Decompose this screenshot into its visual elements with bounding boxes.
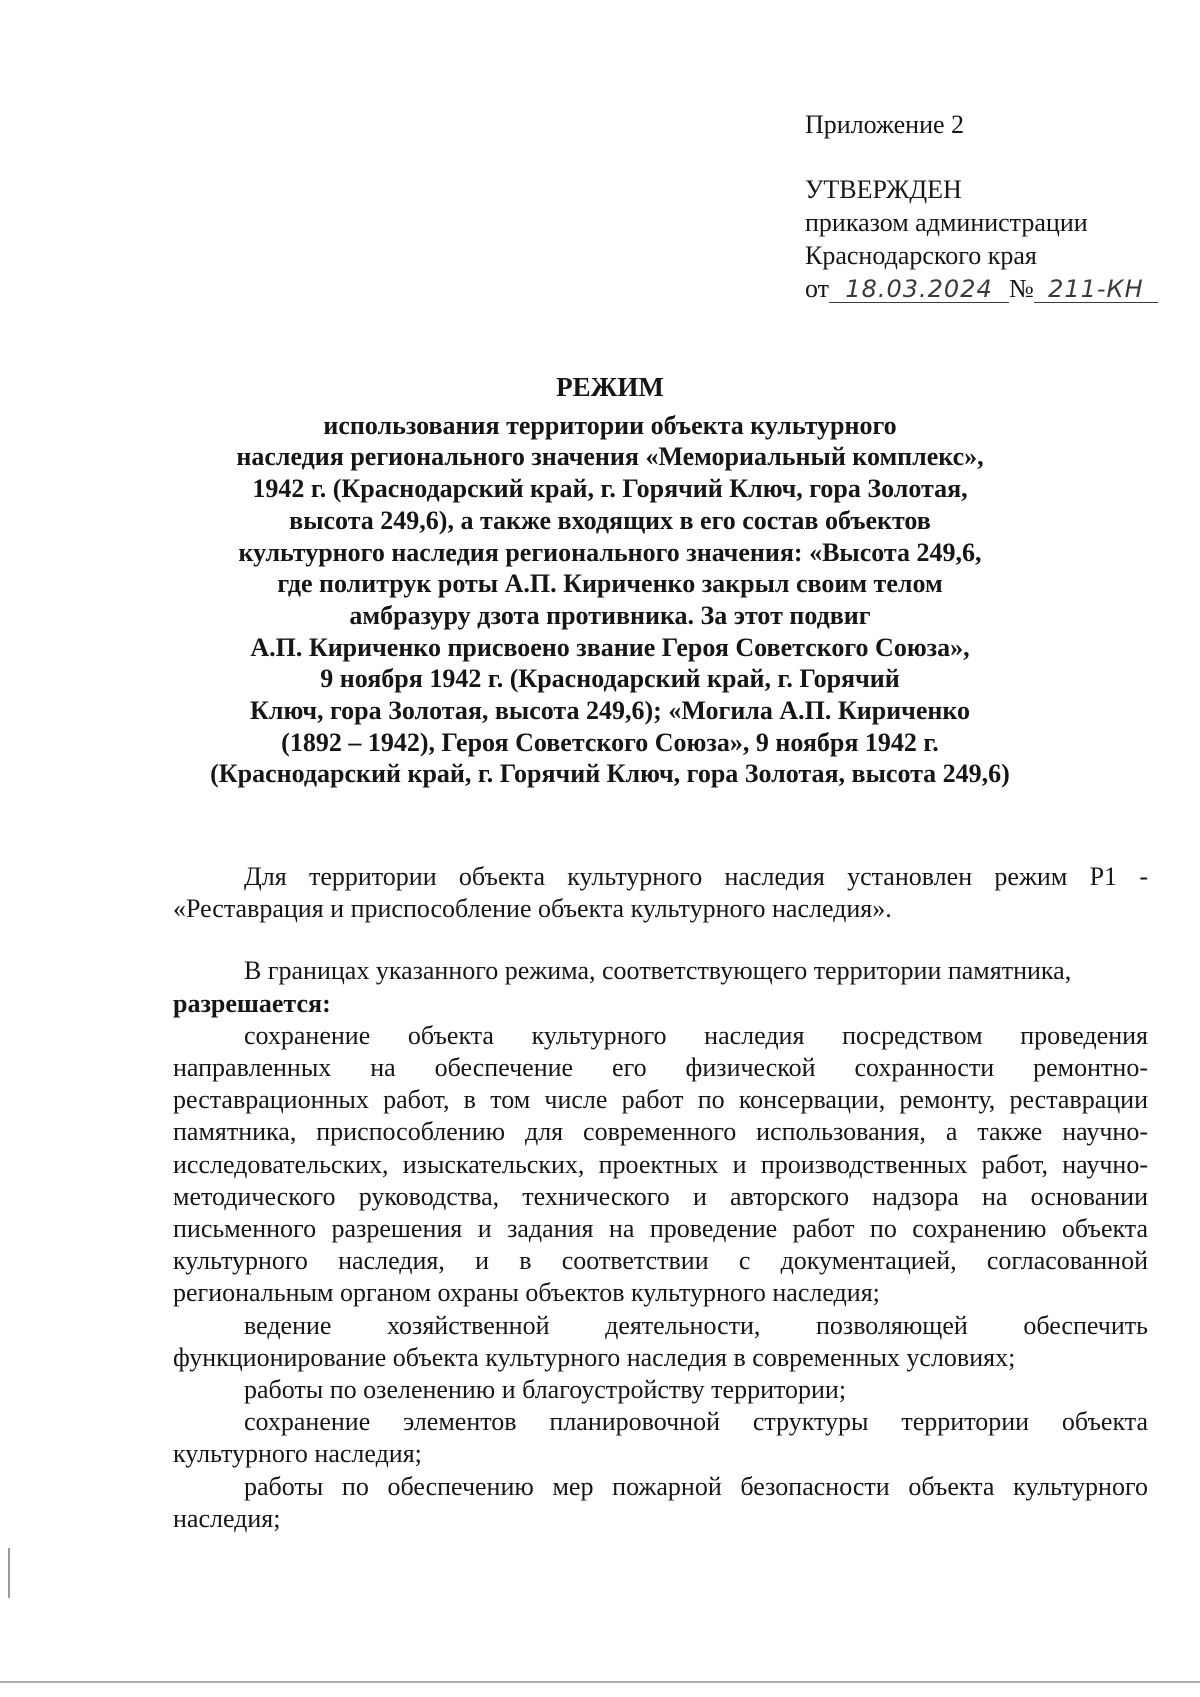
title-line: амбразуру дзота противника. За этот подвиг	[349, 600, 871, 630]
title-line: 1942 г. (Краснодарский край, г. Горячий Ключ, гора Золотая,	[252, 474, 968, 504]
permitted-item: работы по озеленению и благоустройству территории;	[244, 1375, 847, 1405]
handwritten-date: 18.03.2024	[829, 272, 1009, 303]
approved-by-line-2: Краснодарского края	[805, 241, 1037, 270]
title-line: где политрук роты А.П. Кириченко закрыл своим телом	[277, 569, 943, 599]
permitted-item: ведение хозяйственной деятельности, позволяющей обеспечить функционирование объекта культурного наследия в современных условиях;	[173, 1310, 1148, 1372]
scan-bottom-line	[0, 1681, 1200, 1683]
permitted-intro: В границах указанного режима, соответствующего территории памятника,	[244, 956, 1072, 986]
title-line: 9 ноября 1942 г. (Краснодарский край, г. Горячий	[320, 664, 900, 694]
title-line: А.П. Кириченко присвоено звание Героя Советского Союза»,	[250, 632, 970, 662]
approved-by-line-1: приказом администрации	[805, 208, 1088, 237]
title-line: наследия регионального значения «Мемориальный комплекс»,	[236, 442, 984, 472]
permitted-label: разрешается:	[173, 988, 331, 1018]
permitted-item: сохранение элементов планировочной структуры территории объекта культурного наследия;	[173, 1407, 1148, 1469]
title-line: высота 249,6), а также входящих в его состав объектов	[289, 505, 931, 535]
permitted-item: сохранение объекта культурного наследия посредством проведения направленных на обеспечение его физической сохранности ремонтно-реставрационных работ, в том числе работ по консервации, ремонту, реставрации памятника, приспособлению для современного использования, а также научно-исследовательских, изыскательских, проектных и производственных работ, научно-методического руководства, технического и авторского надзора на основании письменного разрешения и задания на проведение работ по сохранению объекта культурного наследия, и в соответствии с документацией, согласованной региональным органом охраны объектов культурного наследия;	[173, 1020, 1148, 1308]
annex-label: Приложение 2	[805, 110, 965, 139]
date-prefix: от	[805, 274, 830, 303]
scan-edge-mark	[8, 1548, 10, 1598]
title-line: использования территории объекта культурного	[323, 410, 897, 440]
title-line: Ключ, гора Золотая, высота 249,6); «Могила А.П. Кириченко	[250, 696, 970, 726]
permitted-item: работы по обеспечению мер пожарной безопасности объекта культурного наследия;	[173, 1471, 1148, 1533]
document-body	[173, 861, 1148, 1535]
handwritten-number: 211-КН	[1034, 272, 1158, 303]
number-prefix: №	[1009, 274, 1034, 303]
title-line: (1892 – 1942), Героя Советского Союза», 9 ноября 1942 г.	[281, 727, 939, 757]
regime-paragraph: Для территории объекта культурного наследия установлен режим Р1 - «Реставрация и приспособление объекта культурного наследия».	[173, 862, 1148, 924]
approved-label: УТВЕРЖДЕН	[805, 175, 962, 204]
title-line: (Краснодарский край, г. Горячий Ключ, гора Золотая, высота 249,6)	[210, 759, 1010, 789]
title-heading: РЕЖИМ	[556, 372, 664, 402]
order-date-number-row	[805, 272, 1165, 305]
approval-stamp-block	[805, 108, 1165, 305]
title-line: культурного наследия регионального значения: «Высота 249,6,	[238, 537, 982, 567]
document-title	[150, 372, 1070, 790]
